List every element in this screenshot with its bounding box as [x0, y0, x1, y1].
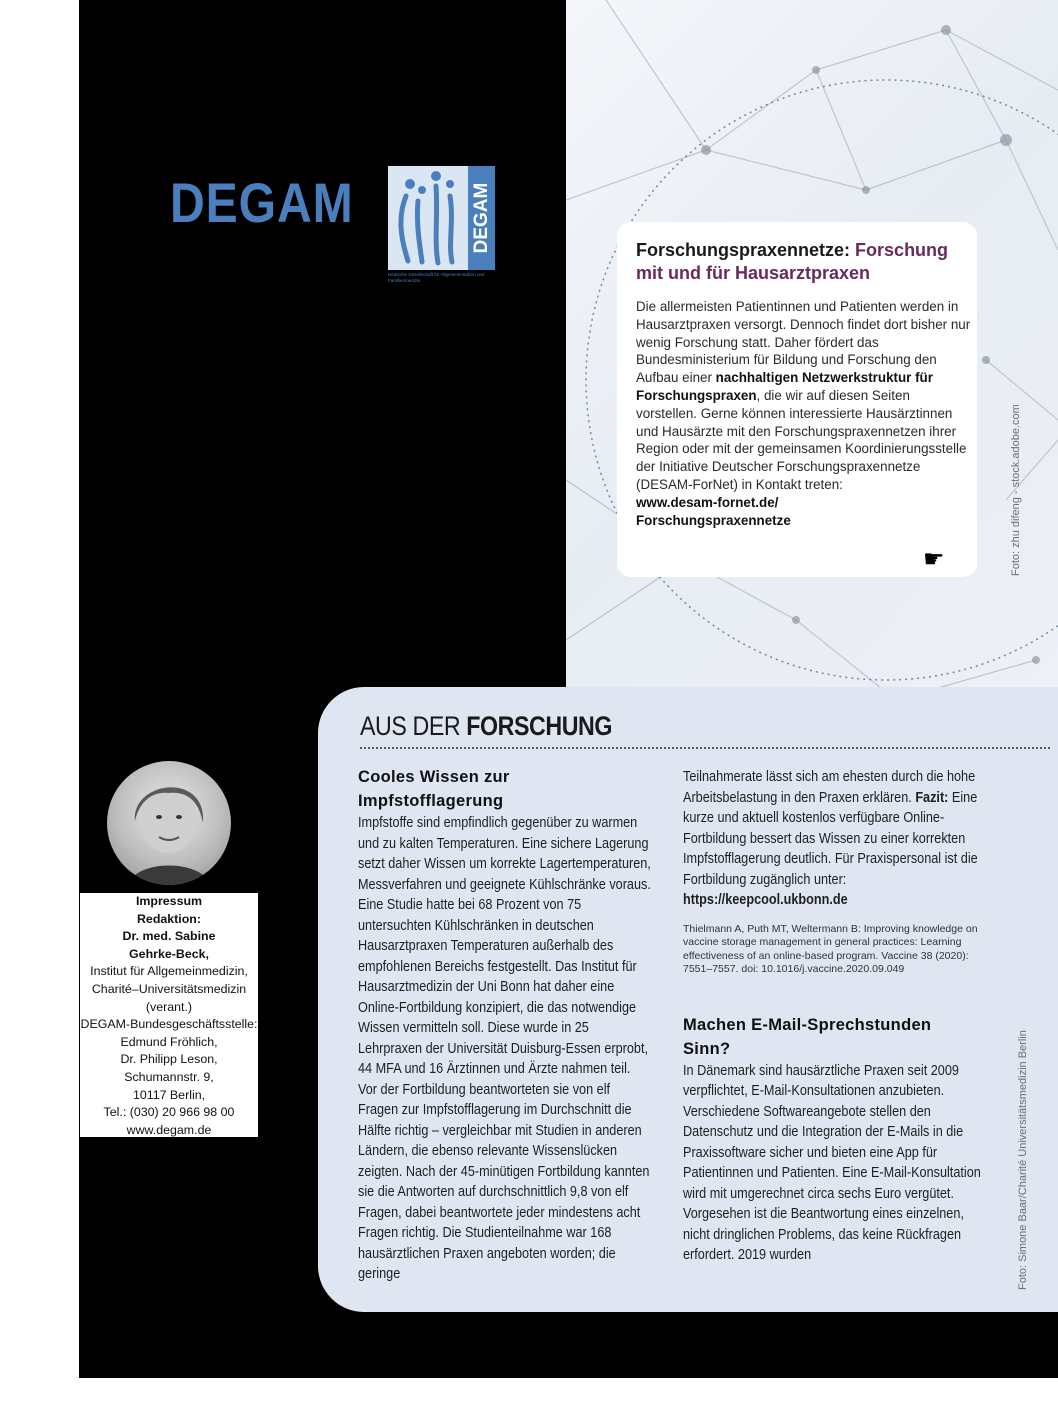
article1-citation: Thielmann A, Puth MT, Weltermann B: Improving knowledge on vaccine storage management in general practices: Learning effectiveness of an online-based program. Vaccine 38 (2020): 7551–7557. doi: 10.1016/j.vaccine.2020.09.049	[683, 922, 978, 975]
article1-continued	[683, 767, 984, 911]
degam-logo	[388, 166, 496, 288]
info-title-accent: Forschung mit und für Hausarztpraxen	[636, 240, 949, 283]
article1-body: Impfstoffe sind empfindlich gegenüber zu warmen und zu kalten Temperaturen. Eine sichere Lagerung setzt daher Wissen um korrekte Lagertemperaturen, Messverfahren und geeignete Kühlschränke voraus. Eine Studie hatte bei 68 Prozent von 75 untersuchten Kühlschränken in deutschen Hausarztpraxen Temperaturen außerhalb des empfohlenen Bereichs festgestellt. Das Institut für Hausarztmedizin der Uni Bonn hat daher eine Online-Fortbildung konzipiert, die das notwendige Wissen vermitteln soll. Diese wurde in 25 Lehrpraxen der Universität Duisburg-Essen erprobt, 44 MFA und 16 Ärztinnen und Ärzte nahmen teil. Vor der Fortbildung beantworteten sie von elf Fragen zur Impfstofflagerung im Durchschnitt die Hälfte richtig – vergleichbar mit Studien in anderen Ländern, die ebenso relevante Wissenslücken zeigten. Nach der 45-minütigen Fortbildung kannten sie die Antworten auf durchschnittlich 9,8 von elf Fragen, dabei beantwortete jeder mindestens acht Fragen richtig. Die Studienteilnahme war 168 hausärztlichen Praxen angeboten worden; die geringe	[358, 815, 651, 1282]
info-body-rest: , die wir auf diesen Seiten vorstellen. Gerne können interessierte Hausärztinnen und Hausärzte mit den Forschungspraxennetzen ihrer Region oder mit der gemeinsamen Koordinierungsstelle der Initiative Deutscher Forschungspraxennetze (DESAM-ForNet) in Kontakt treten:	[636, 387, 967, 492]
logo-vertical-band	[468, 166, 495, 270]
logo-subtitle: Deutsche Gesellschaft für Allgemeinmedizin und Familienmedizin	[388, 272, 485, 283]
photo-credit-bottom: Foto: Simone Baar/Charité Universitätsmedizin Berlin	[1017, 1030, 1029, 1290]
imprint-line: 10117 Berlin,	[132, 1087, 206, 1102]
imprint-box	[80, 893, 258, 1137]
info-title-part1: Forschungspraxennetze:	[636, 240, 856, 260]
pointing-hand-icon: ☛	[923, 546, 945, 573]
info-body-bold: nachhaltigen Netzwerkstruktur für Forschungspraxen	[636, 370, 933, 403]
article-column-left	[358, 765, 650, 1285]
article1-continued-text: Teilnahmerate lässt sich am ehesten durch die hohe Arbeitsbelastung in den Praxen erklären.	[683, 769, 976, 806]
info-box-body	[636, 298, 971, 529]
article2-body: In Dänemark sind hausärztliche Praxen seit 2009 verpflichtet, E-Mail-Konsultationen anzubieten. Verschiedene Softwareangebote stellen den Datenschutz und die Integration der E-Mails in die Praxissoftware sicher und bieten eine App für Patientinnen und Patienten. Eine E-Mail-Konsultation wird mit umgerechnet circa sechs Euro vergütet. Vorgesehen ist die Beantwortung eines einzelnen, nicht dringlichen Problems, das keine Rückfragen erfordert. 2019 wurden	[683, 1062, 981, 1263]
info-body-intro: Die allermeisten Patientinnen und Patienten werden in Hausarztpraxen versorgt. Dennoch findet dort bisher nur wenig Forschung statt. Daher fördert das Bundesministerium für Bildung und Forschung den Aufbau einer	[636, 299, 971, 386]
article1-title: Cooles Wissen zur Impfstofflagerung	[358, 768, 510, 810]
portrait-face-image	[107, 761, 231, 885]
section-divider	[360, 747, 1050, 749]
imprint-line: Dr. Philipp Leson,	[120, 1052, 218, 1067]
logo-figures-image	[388, 166, 468, 270]
section-heading-bold: FORSCHUNG	[466, 711, 613, 741]
research-section	[318, 687, 1058, 1312]
imprint-line: Dr. med. Sabine	[122, 929, 216, 944]
imprint-line: Edmund Fröhlich,	[120, 1034, 218, 1049]
info-link-line2[interactable]: Forschungspraxennetze	[636, 512, 791, 528]
family-figures-icon	[388, 166, 468, 270]
fazit-label: Fazit:	[915, 789, 949, 806]
imprint-line: Redaktion:	[136, 911, 202, 926]
imprint-line: Impressum	[135, 894, 203, 908]
imprint-line: Charité–Universitätsmedizin	[91, 981, 247, 996]
imprint-website-link[interactable]: www.degam.de	[126, 1122, 212, 1137]
imprint-line: DEGAM-Bundesgeschäftsstelle:	[80, 1017, 258, 1032]
degam-wordmark: DEGAM	[170, 171, 354, 234]
article-column-right	[683, 767, 983, 1266]
bottom-black-strip	[79, 1312, 1058, 1378]
fazit-text: Eine kurze und aktuell kostenlos verfügbare Online-Fortbildung bessert das Wissen zu einer korrekten Impfstofflagerung deutlich. Für Praxispersonal ist die Fortbildung zugänglich unter:	[683, 789, 978, 888]
imprint-line: Institut für Allgemeinmedizin,	[90, 964, 248, 979]
logo-vertical-text: DEGAM	[470, 182, 492, 254]
section-heading-light: AUS DER	[360, 711, 467, 741]
imprint-line: Schumannstr. 9,	[124, 1069, 214, 1084]
keepcool-link[interactable]: https://keepcool.ukbonn.de	[683, 892, 848, 908]
imprint-line: Gehrke-Beck,	[129, 946, 209, 961]
imprint-line: Tel.: (030) 20 966 98 00	[103, 1105, 235, 1120]
photo-credit-top: Foto: zhu difeng - stock.adobe.com	[1010, 404, 1022, 576]
article2-title: Machen E-Mail-Sprechstunden Sinn?	[683, 1015, 932, 1058]
info-box	[617, 222, 977, 577]
editor-portrait	[107, 761, 231, 885]
info-box-title	[636, 239, 976, 285]
info-link-line1[interactable]: www.desam-fornet.de/	[636, 494, 779, 510]
imprint-line: (verant.)	[145, 999, 193, 1014]
section-heading	[360, 711, 612, 742]
